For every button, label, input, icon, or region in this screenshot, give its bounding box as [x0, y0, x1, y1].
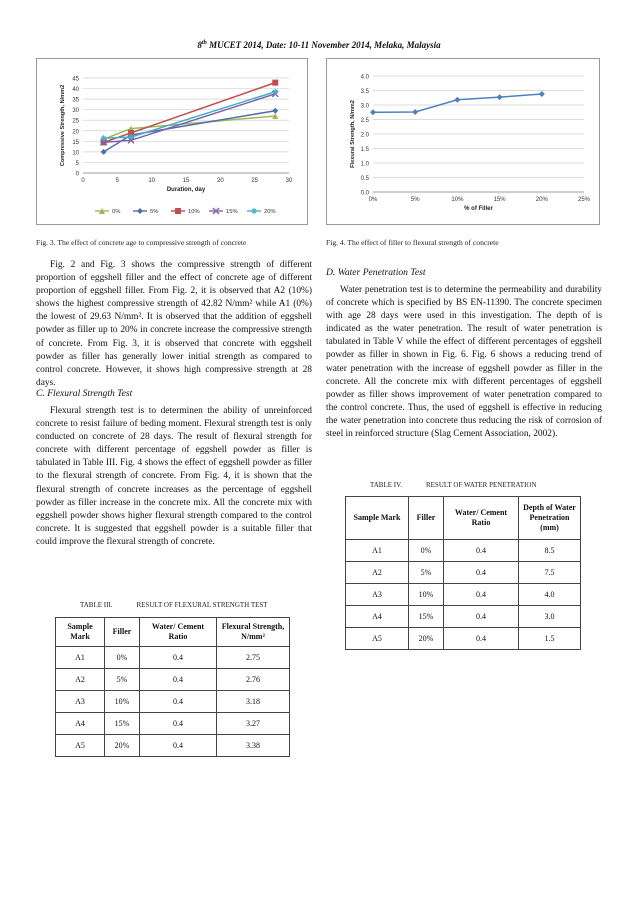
table-cell: 5% — [409, 562, 444, 584]
y-tick-label: 2.5 — [360, 118, 369, 124]
header-number: 8 — [197, 40, 202, 50]
y-tick-label: 3.5 — [360, 89, 369, 95]
table3-caption — [80, 601, 268, 609]
table3 — [55, 617, 290, 757]
table-cell: 0.4 — [444, 540, 519, 562]
table-row — [346, 628, 581, 650]
table-cell: 0.4 — [140, 735, 217, 757]
table-cell: A2 — [346, 562, 409, 584]
table-row — [56, 647, 290, 669]
y-tick-label: 35 — [72, 97, 79, 104]
y-tick-label: 3.0 — [360, 103, 369, 110]
header-ordinal: th — [201, 40, 207, 46]
table-cell: 0% — [409, 540, 444, 562]
table-row — [346, 606, 581, 628]
y-tick-label: 20 — [72, 129, 79, 136]
x-tick-label: 15% — [493, 197, 506, 203]
table4-header-cell: Depth of Water Penetration (mm) — [519, 497, 581, 540]
table-cell: A1 — [346, 540, 409, 562]
table4-header-row — [346, 497, 581, 540]
y-tick-label: 10 — [72, 150, 79, 157]
table-cell: 10% — [105, 691, 140, 713]
table-cell: 10% — [409, 584, 444, 606]
table-cell: 8.5 — [519, 540, 581, 562]
table-cell: 4.0 — [519, 584, 581, 606]
table-cell: A5 — [346, 628, 409, 650]
table-cell: 15% — [409, 606, 444, 628]
table-cell: 0.4 — [444, 628, 519, 650]
x-tick-label: 25% — [577, 197, 591, 203]
section-c-heading: C. Flexural Strength Test — [36, 388, 133, 399]
legend-label: 20% — [264, 209, 276, 216]
x-tick-label: 20% — [535, 197, 548, 203]
header-text: MUCET 2014, Date: 10-11 November 2014, Melaka, Malaysia — [206, 40, 441, 50]
table4-caption — [370, 481, 537, 489]
data-point — [272, 80, 278, 86]
fig4-caption: Fig. 4. The effect of filler to flexural strength of concrete — [326, 238, 499, 247]
table-row — [346, 584, 581, 606]
x-tick-label: 20 — [216, 178, 224, 184]
table-cell: 3.38 — [217, 735, 290, 757]
fig3-chart — [36, 58, 308, 226]
fig3-caption: Fig. 3. The effect of concrete age to compressive strength of concrete — [36, 238, 247, 247]
table4-header-cell: Filler — [409, 497, 444, 540]
table-cell: A5 — [56, 735, 105, 757]
table-cell: 0.4 — [444, 606, 519, 628]
paragraph-water: Water penetration test is to determine the permeability and durability of concrete which is specified by BS EN-11390. The concrete specimen with age 28 days were used in this investigation. The depth of is indicated as the water penetration. The result of water penetration is tabulated in Table V while the effect of different percentages of eggshell powder as filler in shown in Fig. 6. Fig. 6 shows a reducing trend of water penetration with the increase of eggshell powder as filler in the concrete. All the concrete mix with different percentages of eggshell powder as filler shows improvement of water penetration compared to the control concrete. Thus, the used of eggshell is effective in reducing the water penetration into concrete thus reducing the risk of corrosion of steel in reinforced structure (Slag Cement Association, 2002). — [326, 285, 602, 440]
table-cell: A1 — [56, 647, 105, 669]
table3-header-cell: Flexural Strength, N/mm² — [217, 618, 290, 647]
table-cell: 0.4 — [140, 691, 217, 713]
fig4-chart — [326, 58, 600, 226]
y-tick-label: 40 — [72, 87, 79, 94]
table-cell: 0% — [105, 647, 140, 669]
table-row — [56, 735, 290, 757]
x-tick-label: 0% — [368, 197, 378, 203]
table4-header-cell: Sample Mark — [346, 497, 409, 540]
table-row — [56, 669, 290, 691]
y-tick-label: 0.5 — [360, 176, 369, 182]
table3-header-cell: Water/ Cement Ratio — [140, 618, 217, 647]
section-d-heading: D. Water Penetration Test — [326, 267, 426, 278]
y-tick-label: 30 — [72, 108, 79, 115]
table-cell: 1.5 — [519, 628, 581, 650]
legend-label: 5% — [150, 209, 159, 216]
table-cell: 5% — [105, 669, 140, 691]
table-cell: 0.4 — [140, 669, 217, 691]
table3-title: RESULT OF FLEXURAL STRENGTH TEST — [136, 601, 268, 609]
x-tick-label: 25 — [251, 178, 259, 184]
table4-label: TABLE IV. — [370, 481, 402, 489]
legend-label: 0% — [112, 209, 121, 216]
y-tick-label: 1.0 — [360, 161, 369, 168]
legend-label: 15% — [226, 209, 238, 216]
y-tick-label: 2.0 — [360, 132, 369, 139]
x-tick-label: 10 — [148, 178, 156, 184]
table-cell: A2 — [56, 669, 105, 691]
running-header — [0, 40, 638, 50]
table-row — [56, 691, 290, 713]
table3-header-row — [56, 618, 290, 647]
x-tick-label: 10% — [451, 197, 464, 203]
table-row — [346, 540, 581, 562]
y-tick-label: 45 — [72, 76, 79, 83]
y-tick-label: 5 — [75, 160, 79, 167]
table-cell: 3.0 — [519, 606, 581, 628]
table-cell: 0.4 — [444, 584, 519, 606]
table4-title: RESULT OF WATER PENETRATION — [425, 481, 537, 489]
table-cell: 3.18 — [217, 691, 290, 713]
legend-marker — [175, 208, 181, 214]
table-cell: A4 — [346, 606, 409, 628]
x-tick-label: 30 — [285, 178, 293, 184]
y-axis-label: Flexural Strength, N/mm2 — [350, 100, 356, 168]
table3-header-cell: Filler — [105, 618, 140, 647]
paragraph-compressive: Fig. 2 and Fig. 3 shows the compressive strength of different proportion of eggshell filler and the effect of concrete age of different proportion of eggshell filler. From Fig. 2, it is observed that A2 (10%) shows the highest compressive strength of 42.82 N/mm² while A1 (0%) the lowest of 29.63 N/mm². It is observed that the addition of eggshell powder as filler up to 20% in concrete increase the compressive strength of concrete. From Fig. 3, it is observed that concrete with eggshell powder as filler has generally lower initial strength as compared to control concrete. However, it shows high compressive strength at 28 days. — [36, 260, 312, 388]
table-cell: 0.4 — [140, 713, 217, 735]
y-tick-label: 25 — [72, 118, 79, 125]
table-cell: 2.75 — [217, 647, 290, 669]
y-tick-label: 4.0 — [360, 74, 369, 81]
x-tick-label: 0 — [81, 178, 85, 184]
x-tick-label: 5% — [410, 197, 420, 203]
x-tick-label: 15 — [182, 178, 190, 184]
table-cell: 3.27 — [217, 713, 290, 735]
x-axis-label: % of Filler — [464, 206, 493, 212]
table-cell: 20% — [409, 628, 444, 650]
table-cell: A4 — [56, 713, 105, 735]
table-row — [56, 713, 290, 735]
table-cell: A3 — [346, 584, 409, 606]
table4 — [345, 496, 581, 650]
y-axis-label: Compressive Strength, N/mm2 — [60, 84, 66, 167]
table-cell: 20% — [105, 735, 140, 757]
table-cell: A3 — [56, 691, 105, 713]
table-row — [346, 562, 581, 584]
table-cell: 0.4 — [140, 647, 217, 669]
y-tick-label: 15 — [72, 139, 79, 146]
legend-label: 10% — [188, 209, 200, 216]
table-cell: 7.5 — [519, 562, 581, 584]
table3-label: TABLE III. — [80, 601, 113, 609]
x-axis-label: Duration, day — [166, 187, 206, 193]
table-cell: 15% — [105, 713, 140, 735]
paragraph-flexural: Flexural strength test is to determinen the ability of unreinforced concrete to resist failure of beding moment. Flexural strength test is only conducted on concrete of 28 days. The result of flexural strength for concrete with different percentage of eggshell powder as filler is tabulated in Table III. Fig. 4 shows the effect of eggshell powder as filler to the flexural strength of concrete. From Fig. 4, it is shown that the flexural strength of concrete increases as the percentage of eggshell powder as filler increase in the concrete mix. All the concrete mix with eggshell powder shows higher flexural strength compared to the control concrete. It is suggested that eggshell powder is a suitable filler that could improve the flexural strength of concrete. — [36, 406, 312, 547]
table4-header-cell: Water/ Cement Ratio — [444, 497, 519, 540]
table-cell: 2.76 — [217, 669, 290, 691]
table-cell: 0.4 — [444, 562, 519, 584]
y-tick-label: 0 — [75, 171, 79, 178]
table3-header-cell: Sample Mark — [56, 618, 105, 647]
y-tick-label: 1.5 — [360, 147, 369, 153]
x-tick-label: 5 — [115, 178, 120, 184]
y-tick-label: 0.0 — [360, 190, 369, 197]
